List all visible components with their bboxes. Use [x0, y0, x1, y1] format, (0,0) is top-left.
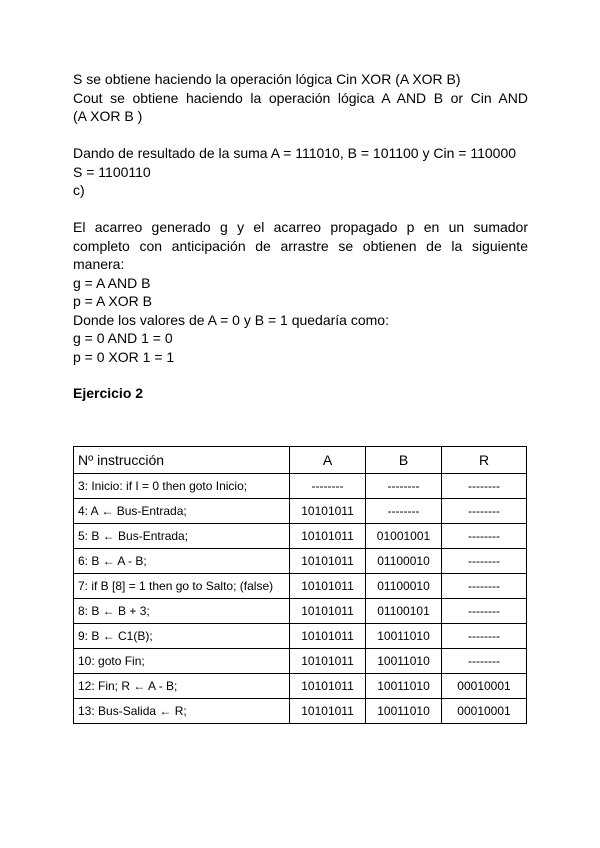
text-line: S = 1100110	[73, 163, 151, 180]
cell-instruction: 13: Bus-Salida ← R;	[74, 699, 290, 724]
table-row	[74, 474, 527, 499]
cell-instruction: 8: B ← B + 3;	[74, 599, 290, 624]
cell-b: 01001001	[366, 524, 442, 549]
text-line: Donde los valores de A = 0 y B = 1 quedaría como:	[73, 311, 389, 328]
table-header-row	[74, 447, 527, 474]
cell-a: --------	[290, 474, 366, 499]
header-b: B	[366, 447, 442, 474]
cell-r: --------	[442, 599, 527, 624]
instruction-table	[73, 446, 527, 724]
cell-instruction: 9: B ← C1(B);	[74, 624, 290, 649]
cell-r: 00010001	[442, 699, 527, 724]
cell-instruction: 3: Inicio: if I = 0 then goto Inicio;	[74, 474, 290, 499]
table-row	[74, 624, 527, 649]
cell-r: --------	[442, 499, 527, 524]
text-line: Cout se obtiene haciendo la operación lógica A AND B or Cin AND	[73, 89, 528, 106]
cell-b: 10011010	[366, 649, 442, 674]
paragraph-gap	[73, 200, 528, 219]
cell-r: --------	[442, 624, 527, 649]
cell-instruction: 4: A ← Bus-Entrada;	[74, 499, 290, 524]
cell-instruction: 12: Fin; R ← A - B;	[74, 674, 290, 699]
cell-b: 10011010	[366, 699, 442, 724]
table-row	[74, 549, 527, 574]
cell-a: 10101011	[290, 574, 366, 599]
text-line: c)	[73, 182, 85, 198]
text-line: El acarreo generado g y el acarreo propagado p en un sumador	[73, 219, 528, 235]
cell-r: --------	[442, 549, 527, 574]
table-row	[74, 524, 527, 549]
text-line: g = A AND B	[73, 274, 151, 291]
cell-instruction: 5: B ← Bus-Entrada;	[74, 524, 290, 549]
text-line: g = 0 AND 1 = 0	[73, 330, 173, 346]
table-row	[74, 699, 527, 724]
header-instruction: Nº instrucción	[74, 447, 290, 474]
cell-b: --------	[366, 499, 442, 524]
text-line: completo con anticipación de arrastre se obtienen de la siguiente	[73, 237, 528, 254]
document-body	[73, 70, 528, 403]
text-line: (A XOR B )	[73, 108, 143, 124]
table-row	[74, 499, 527, 524]
cell-b: --------	[366, 474, 442, 499]
text-line: p = 0 XOR 1 = 1	[73, 348, 175, 365]
cell-b: 01100010	[366, 574, 442, 599]
cell-a: 10101011	[290, 674, 366, 699]
paragraph-gap	[73, 126, 528, 145]
cell-a: 10101011	[290, 649, 366, 674]
header-a: A	[290, 447, 366, 474]
cell-b: 10011010	[366, 624, 442, 649]
cell-b: 10011010	[366, 674, 442, 699]
cell-instruction: 10: goto Fin;	[74, 649, 290, 674]
cell-r: --------	[442, 524, 527, 549]
cell-r: --------	[442, 474, 527, 499]
table-row	[74, 599, 527, 624]
cell-a: 10101011	[290, 549, 366, 574]
cell-instruction: 6: B ← A - B;	[74, 549, 290, 574]
text-line: Dando de resultado de la suma A = 111010, B = 101100 y Cin = 110000	[73, 145, 517, 161]
cell-instruction: 7: if B [8] = 1 then go to Salto; (false)	[74, 574, 290, 599]
table-row	[74, 574, 527, 599]
cell-b: 01100010	[366, 549, 442, 574]
text-line: S se obtiene haciendo la operación lógica Cin XOR (A XOR B)	[73, 71, 461, 87]
cell-a: 10101011	[290, 524, 366, 549]
header-r: R	[442, 447, 527, 474]
cell-a: 10101011	[290, 699, 366, 724]
cell-a: 10101011	[290, 624, 366, 649]
cell-a: 10101011	[290, 499, 366, 524]
table-row	[74, 649, 527, 674]
table-row	[74, 674, 527, 699]
text-line: manera:	[73, 256, 125, 272]
section-heading: Ejercicio 2	[73, 385, 144, 401]
cell-b: 01100101	[366, 599, 442, 624]
text-line: p = A XOR B	[73, 293, 152, 309]
cell-r: --------	[442, 649, 527, 674]
cell-a: 10101011	[290, 599, 366, 624]
cell-r: --------	[442, 574, 527, 599]
cell-r: 00010001	[442, 674, 527, 699]
